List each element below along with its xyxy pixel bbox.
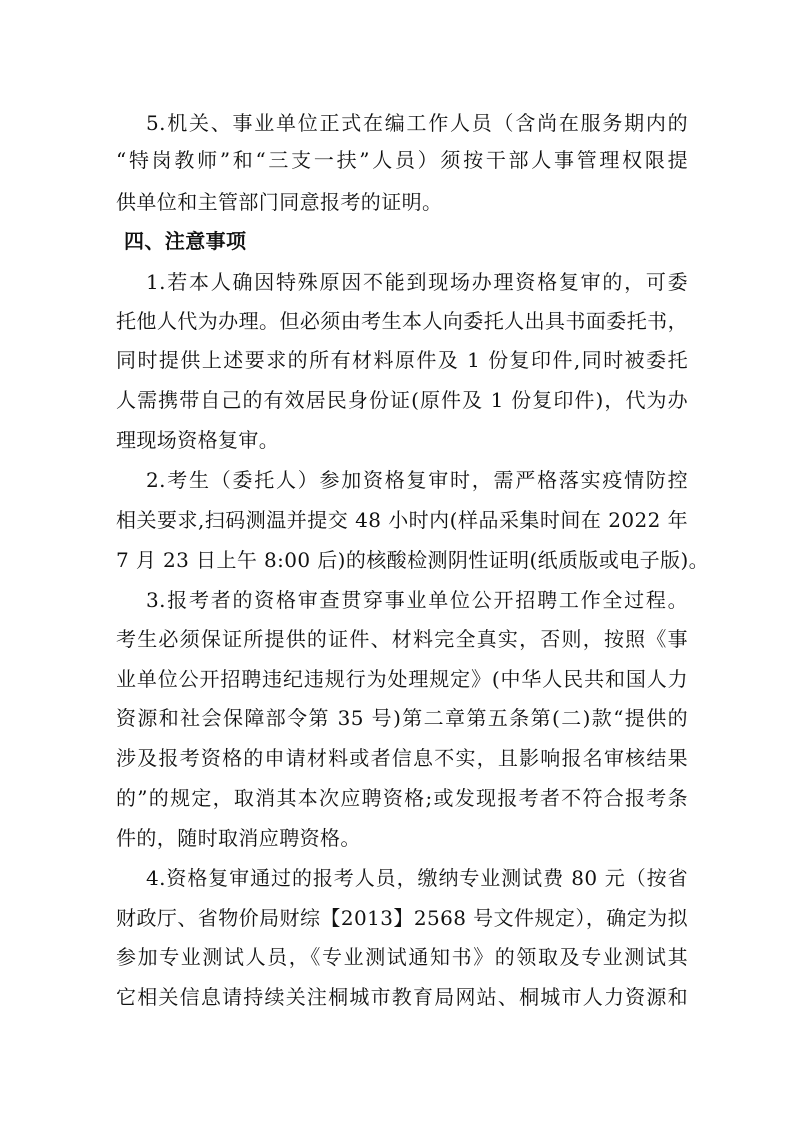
paragraph-5-line-1: 5.机关、事业单位正式在编工作人员（含尚在服务期内的 [146, 111, 688, 135]
note-4-line-4: 它相关信息请持续关注桐城市教育局网站、桐城市人力资源和 [116, 985, 688, 1009]
note-1-line-2: 托他人代为办理。但必须由考生本人向委托人出具书面委托书， [116, 309, 688, 333]
note-3-line-3: 业单位公开招聘违纪违规行为处理规定》(中华人民共和国人力 [116, 667, 688, 691]
note-1-line-4: 人需携带自己的有效居民身份证(原件及 1 份复印件)，代为办 [116, 388, 688, 412]
note-3-line-7: 件的，随时取消应聘资格。 [116, 826, 361, 850]
note-2-line-3: 7 月 23 日上午 8:00 后)的核酸检测阴性证明(纸质版或电子版)。 [116, 548, 710, 572]
note-1-line-1: 1.若本人确因特殊原因不能到现场办理资格复审的，可委 [146, 270, 688, 294]
section-heading: 四、注意事项 [124, 229, 247, 253]
note-4-line-1: 4.资格复审通过的报考人员，缴纳专业测试费 80 元（按省 [146, 866, 688, 890]
note-3-line-6: 的”的规定，取消其本次应聘资格;或发现报考者不符合报考条 [116, 786, 688, 810]
note-2-line-1: 2.考生（委托人）参加资格复审时，需严格落实疫情防控 [146, 468, 688, 492]
note-2-line-2: 相关要求,扫码测温并提交 48 小时内(样品采集时间在 2022 年 [116, 508, 688, 532]
paragraph-5-line-3: 供单位和主管部门同意报考的证明。 [116, 190, 443, 214]
note-3-line-2: 考生必须保证所提供的证件、材料完全真实，否则，按照《事 [116, 627, 688, 651]
note-3-line-5: 涉及报考资格的申请材料或者信息不实，且影响报名审核结果 [116, 746, 688, 770]
note-1-line-5: 理现场资格复审。 [116, 428, 280, 452]
note-3-line-4: 资源和社会保障部令第 35 号)第二章第五条第(二)款“提供的 [116, 706, 688, 730]
note-4-line-3: 参加专业测试人员，《专业测试通知书》的领取及专业测试其 [116, 945, 688, 969]
paragraph-5-line-2: “特岗教师”和“三支一扶”人员）须按干部人事管理权限提 [116, 148, 688, 172]
note-4-line-2: 财政厅、省物价局财综【2013】2568 号文件规定），确定为拟 [116, 906, 688, 930]
note-1-line-3: 同时提供上述要求的所有材料原件及 1 份复印件,同时被委托 [116, 348, 688, 372]
note-3-line-1: 3.报考者的资格审查贯穿事业单位公开招聘工作全过程。 [146, 588, 688, 612]
